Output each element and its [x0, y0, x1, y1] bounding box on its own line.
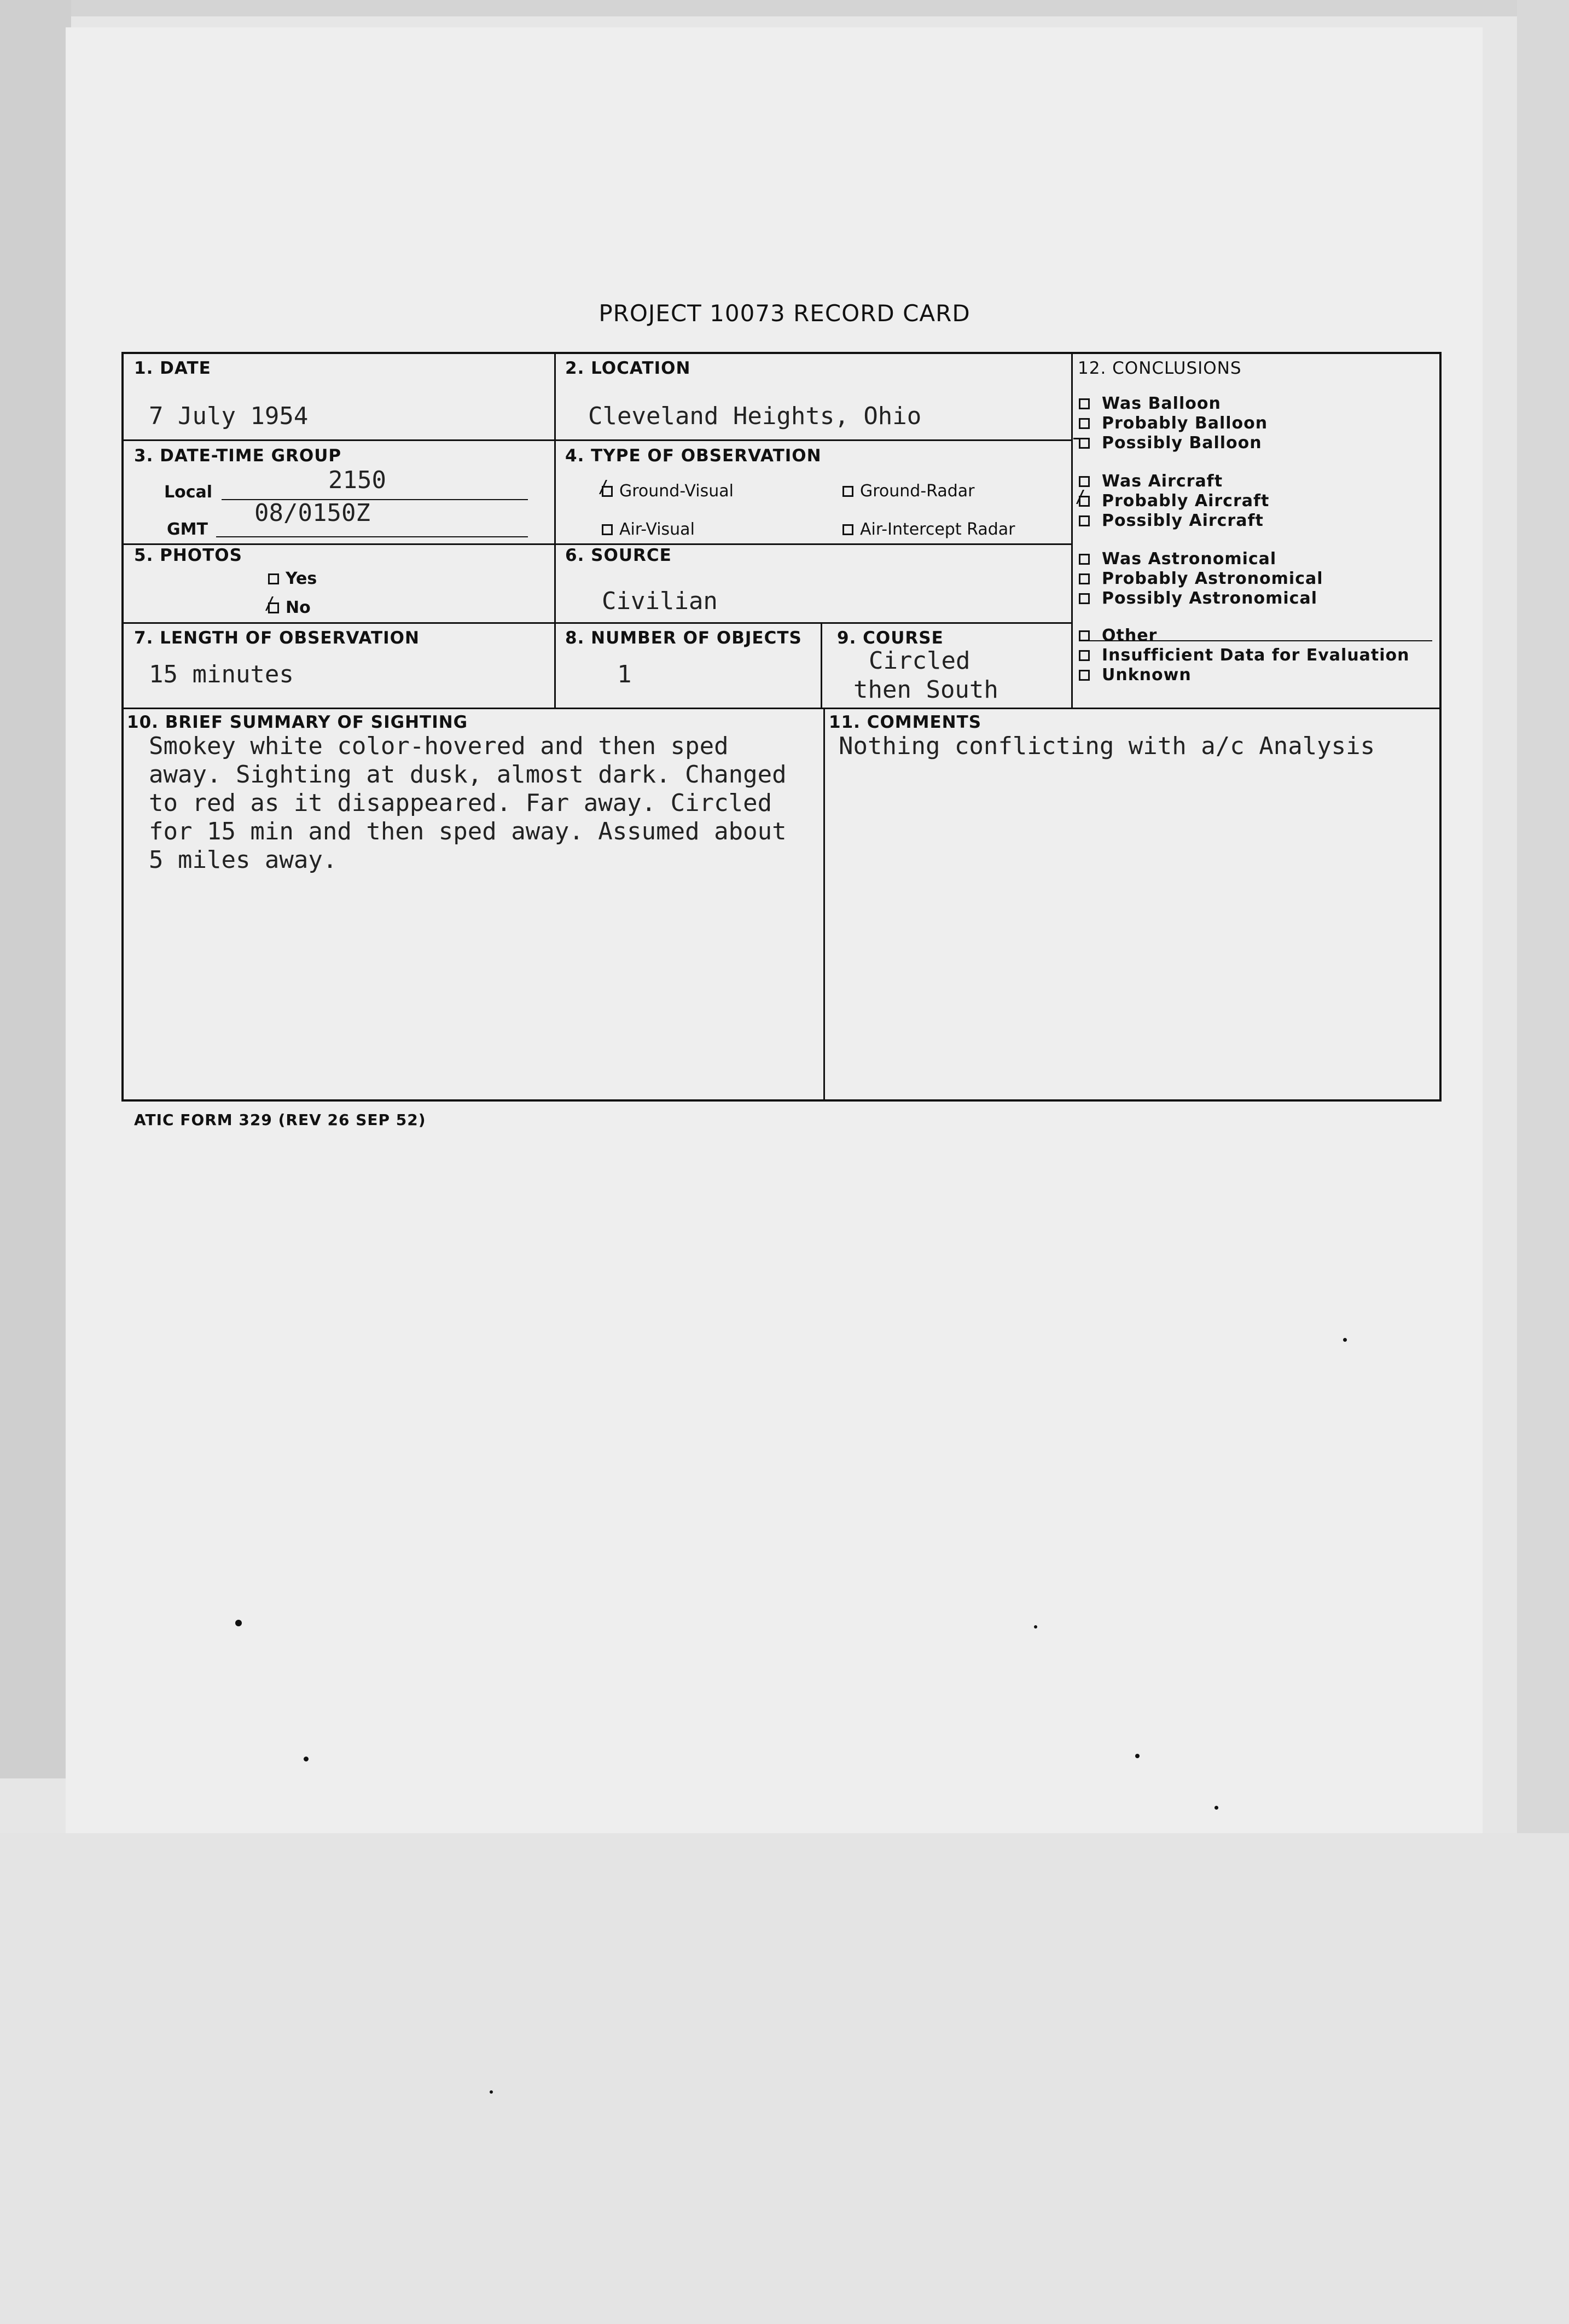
option-ground-visual[interactable]: [602, 482, 734, 501]
conclusion-possibly-balloon[interactable]: [1079, 433, 1262, 453]
divider-col2: [1071, 352, 1073, 708]
possibly-aircraft-text: Possibly Aircraft: [1102, 511, 1264, 530]
location-label: 2. LOCATION: [565, 358, 691, 378]
conclusion-possibly-aircraft[interactable]: [1079, 511, 1264, 530]
course-line-1: Circled: [869, 647, 971, 675]
probably-astronomical-checkbox[interactable]: [1079, 573, 1090, 584]
date-time-group-label: 3. DATE-TIME GROUP: [134, 446, 342, 466]
date-value: 7 July 1954: [149, 402, 309, 430]
scan-speck: [1034, 1625, 1037, 1628]
photos-yes-text: Yes: [286, 569, 317, 588]
conclusion-was-astronomical[interactable]: [1079, 549, 1276, 569]
divider-course: [821, 622, 822, 708]
air-intercept-radar-checkbox[interactable]: [842, 524, 853, 535]
other-text: Other: [1102, 626, 1158, 645]
summary-line-3: to red as it disappeared. Far away. Circled: [149, 789, 772, 817]
air-visual-checkbox[interactable]: [602, 524, 613, 535]
summary-line-2: away. Sighting at dusk, almost dark. Changed: [149, 761, 787, 789]
probably-aircraft-checkbox[interactable]: [1079, 496, 1090, 507]
conclusion-probably-astronomical[interactable]: [1079, 569, 1323, 588]
possibly-astronomical-text: Possibly Astronomical: [1102, 589, 1317, 608]
possibly-aircraft-checkbox[interactable]: [1079, 515, 1090, 526]
possibly-balloon-checkbox[interactable]: [1079, 438, 1090, 449]
length-observation-value: 15 minutes: [149, 660, 294, 688]
date-label: 1. DATE: [134, 358, 211, 378]
other-checkbox[interactable]: [1079, 630, 1090, 641]
conclusion-probably-aircraft[interactable]: [1079, 491, 1269, 511]
possibly-balloon-text: Possibly Balloon: [1102, 433, 1262, 453]
source-label: 6. SOURCE: [565, 546, 672, 565]
option-ground-radar[interactable]: [842, 482, 975, 501]
summary-line-4: for 15 min and then sped away. Assumed about: [149, 818, 787, 845]
course-line-2: then South: [853, 676, 998, 704]
conclusion-unknown[interactable]: [1079, 665, 1192, 685]
scan-lower-area: [0, 1833, 1569, 2324]
photos-no-checkbox[interactable]: [268, 602, 279, 613]
scan-speck: [1135, 1754, 1140, 1758]
scan-edge-top: [0, 0, 1569, 16]
course-label: 9. COURSE: [837, 628, 944, 648]
was-astronomical-text: Was Astronomical: [1102, 549, 1277, 569]
comments-value: Nothing conflicting with a/c Analysis: [839, 732, 1375, 760]
summary-line-1: Smokey white color-hovered and then sped: [149, 732, 729, 760]
air-visual-text: Air-Visual: [619, 520, 695, 539]
air-intercept-radar-text: Air-Intercept Radar: [860, 520, 1015, 539]
local-value: 2150: [328, 466, 386, 494]
ground-radar-checkbox[interactable]: [842, 486, 853, 497]
conclusion-insufficient-data[interactable]: [1079, 646, 1410, 665]
scan-speck: [235, 1620, 242, 1626]
was-balloon-text: Was Balloon: [1102, 394, 1221, 413]
card-title: PROJECT 10073 RECORD CARD: [598, 300, 971, 327]
comments-label: 11. COMMENTS: [829, 712, 982, 732]
divider-summary: [823, 708, 825, 1102]
was-astronomical-checkbox[interactable]: [1079, 554, 1090, 565]
location-value: Cleveland Heights, Ohio: [588, 402, 922, 430]
option-photos-yes[interactable]: [268, 569, 317, 588]
unknown-text: Unknown: [1102, 665, 1192, 685]
rule-row1: [121, 439, 1072, 441]
scan-speck: [490, 2090, 493, 2094]
was-aircraft-checkbox[interactable]: [1079, 476, 1090, 487]
summary-label: 10. BRIEF SUMMARY OF SIGHTING: [127, 712, 468, 732]
summary-text: [149, 732, 787, 874]
form-number: ATIC FORM 329 (REV 26 SEP 52): [134, 1111, 426, 1129]
conclusion-probably-balloon[interactable]: [1079, 414, 1268, 433]
conclusions-label: 12. CONCLUSIONS: [1078, 358, 1242, 378]
type-observation-label: 4. TYPE OF OBSERVATION: [565, 446, 822, 466]
insufficient-data-text: Insufficient Data for Evaluation: [1102, 646, 1410, 665]
gmt-underline: [216, 536, 528, 537]
scan-speck: [1214, 1806, 1218, 1810]
scan-edge-right: [1517, 0, 1569, 1861]
conclusion-other[interactable]: [1079, 626, 1157, 645]
ground-radar-text: Ground-Radar: [860, 482, 975, 501]
probably-balloon-checkbox[interactable]: [1079, 418, 1090, 429]
photos-no-text: No: [286, 598, 311, 617]
length-observation-label: 7. LENGTH OF OBSERVATION: [134, 628, 420, 648]
scan-edge-left: [0, 0, 71, 1778]
insufficient-data-checkbox[interactable]: [1079, 650, 1090, 661]
ground-visual-text: Ground-Visual: [619, 482, 734, 501]
option-air-intercept-radar[interactable]: [842, 520, 1015, 539]
rule-row3: [121, 622, 1072, 624]
rule-row4: [121, 708, 1442, 709]
number-objects-label: 8. NUMBER OF OBJECTS: [565, 628, 802, 648]
probably-balloon-text: Probably Balloon: [1102, 414, 1268, 433]
scan-speck: [1343, 1338, 1347, 1342]
probably-aircraft-text: Probably Aircraft: [1102, 491, 1270, 511]
was-balloon-checkbox[interactable]: [1079, 398, 1090, 409]
gmt-label: GMT: [167, 520, 208, 539]
option-photos-no[interactable]: [268, 598, 311, 617]
source-value: Civilian: [602, 587, 718, 615]
photos-label: 5. PHOTOS: [134, 546, 242, 565]
unknown-checkbox[interactable]: [1079, 670, 1090, 681]
number-objects-value: 1: [617, 660, 632, 688]
conclusion-was-aircraft[interactable]: [1079, 472, 1223, 491]
possibly-astronomical-checkbox[interactable]: [1079, 593, 1090, 604]
gmt-value: 08/0150Z: [254, 499, 370, 527]
ground-visual-checkbox[interactable]: [602, 486, 613, 497]
divider-col1: [554, 352, 556, 708]
photos-yes-checkbox[interactable]: [268, 573, 279, 584]
conclusion-was-balloon[interactable]: [1079, 394, 1221, 413]
was-aircraft-text: Was Aircraft: [1102, 472, 1223, 491]
local-label: Local: [164, 483, 213, 502]
conclusion-possibly-astronomical[interactable]: [1079, 589, 1317, 608]
probably-astronomical-text: Probably Astronomical: [1102, 569, 1323, 588]
scan-speck: [304, 1757, 309, 1761]
summary-line-5: 5 miles away.: [149, 846, 338, 874]
option-air-visual[interactable]: [602, 520, 695, 539]
rule-row2: [121, 543, 1072, 545]
